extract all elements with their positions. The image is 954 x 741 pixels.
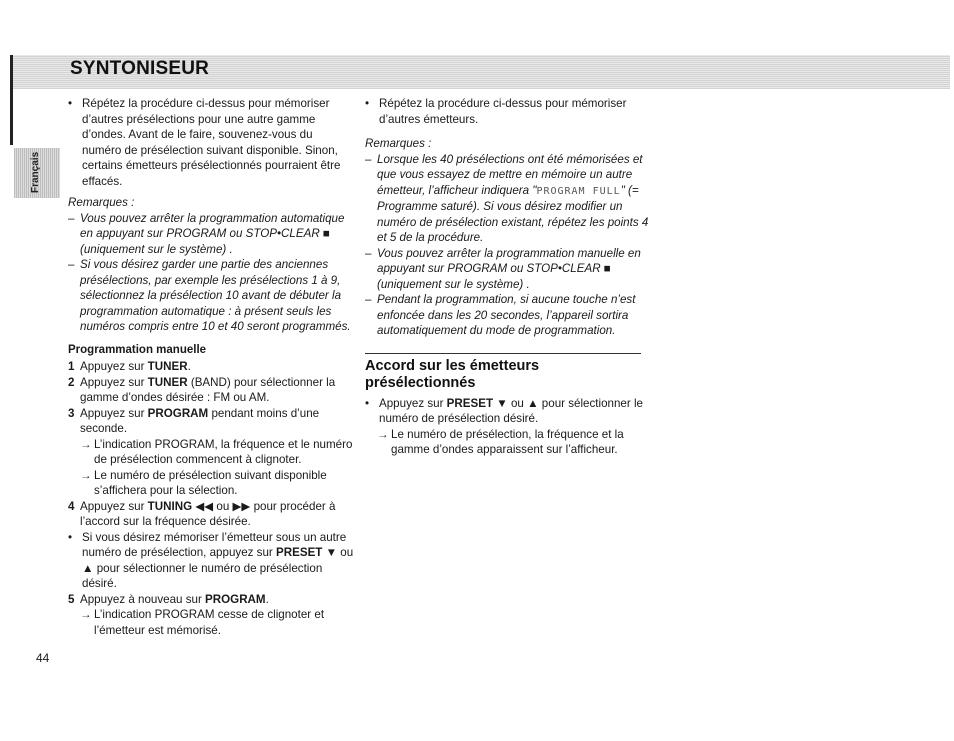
remark-text: " (= Programme saturé). Si vous désirez modifier un numéro de présélection existant, répétez les points 4 et 5 de la procédure. xyxy=(377,183,649,244)
bullet-text: Si vous désirez mémoriser l’émetteur sous un autre numéro de présélection, appuyez sur xyxy=(82,530,347,559)
left-remark-2: – Si vous désirez garder une partie des anciennes présélections, par exemple les présélections 1 à 9, sélectionnez la présélection 10 avant de débuter la programmation automatique : à présent seuls les numéros compris entre 10 et 40 seront programmés. xyxy=(68,257,354,335)
right-remark-1 xyxy=(365,152,650,246)
step-text: . xyxy=(265,592,269,606)
step-number: 1 xyxy=(68,360,75,373)
manual-programming-heading: Programmation manuelle xyxy=(68,343,207,356)
step-3-result-1 xyxy=(68,437,354,468)
arrow-icon: → xyxy=(80,608,92,621)
key-name: TUNER xyxy=(147,375,188,389)
step-3 xyxy=(68,406,354,437)
right-remark-3: – Pendant la programmation, si aucune touche n’est enfoncée dans les 20 secondes, l’appareil sortira automatiquement du mode de programmation. xyxy=(365,292,650,339)
header-rule xyxy=(10,55,13,145)
step-number: 5 xyxy=(68,592,75,606)
left-column xyxy=(68,96,354,638)
page-number: 44 xyxy=(36,651,50,665)
bullet-text: ▼ ou ▲ pour sélectionner le numéro de présélection désiré. xyxy=(82,546,354,590)
step-2 xyxy=(68,375,354,406)
right-remarks-heading: Remarques : xyxy=(365,137,432,150)
step-text: Appuyez sur xyxy=(80,406,148,420)
right-intro-bullet: • Répétez la procédure ci-dessus pour mémoriser d’autres émetteurs. xyxy=(365,96,650,127)
left-intro-bullet: • Répétez la procédure ci-dessus pour mémoriser d’autres présélections pour une autre gamme d’ondes. Avant de le faire, souvenez-vous du numéro de présélection suivant disponible. Sinon, certains émetteurs présélectionnés pourraient être effacés. xyxy=(68,96,354,189)
step-5-result xyxy=(68,607,354,638)
key-name: TUNER xyxy=(147,360,188,373)
preset-bullet xyxy=(365,396,650,427)
step-text: (BAND) pour sélectionner la gamme d’ondes désirée : FM ou AM. xyxy=(80,375,336,404)
right-remark-2: – Vous pouvez arrêter la programmation manuelle en appuyant sur PROGRAM ou STOP•CLEAR ■ (uniquement sur le système) . xyxy=(365,246,650,293)
step-3-result-2 xyxy=(68,468,354,499)
arrow-icon: → xyxy=(80,437,92,451)
step-4-preset-bullet xyxy=(68,530,354,592)
step-text: Appuyez sur xyxy=(80,375,148,389)
result-text: L’indication PROGRAM cesse de clignoter et l’émetteur est mémorisé. xyxy=(94,608,325,637)
step-text: ◀◀ ou ▶▶ pour procéder à l’accord sur la fréquence désirée. xyxy=(80,499,336,528)
result-text: Le numéro de présélection suivant disponible s’affichera pour la sélection. xyxy=(94,468,327,497)
key-name: TUNING xyxy=(147,499,193,513)
step-text: Appuyez à nouveau sur xyxy=(80,592,206,606)
key-name: PROGRAM xyxy=(147,406,209,420)
preset-result xyxy=(365,427,650,458)
key-name: PRESET xyxy=(276,546,323,559)
step-text: Appuyez sur xyxy=(80,360,148,373)
left-remark-1: – Vous pouvez arrêter la programmation automatique en appuyant sur PROGRAM ou STOP•CLEAR ■ (uniquement sur le système) . xyxy=(68,211,354,258)
arrow-icon: → xyxy=(80,468,92,482)
step-5 xyxy=(68,592,354,608)
step-number: 4 xyxy=(68,499,75,513)
left-remarks-heading: Remarques : xyxy=(68,196,135,209)
step-number: 2 xyxy=(68,375,75,389)
step-number: 3 xyxy=(68,406,75,420)
key-name: PRESET xyxy=(446,396,494,410)
result-text: L’indication PROGRAM, la fréquence et le numéro de présélection commencent à clignoter. xyxy=(94,437,353,466)
section-title: Accord sur les émetteurs présélectionnés xyxy=(365,357,540,391)
bullet-text: Appuyez sur xyxy=(379,396,447,410)
step-text: Appuyez sur xyxy=(80,499,148,513)
remark-text: Lorsque les 40 présélections ont été mémorisées et que vous essayez de mettre en mémoire un autre émetteur, l’afficheur indiquera " xyxy=(377,152,643,197)
language-tab-label: Français xyxy=(30,151,41,193)
key-name: PROGRAM xyxy=(205,592,266,606)
bullet-text: ▼ ou ▲ pour sélectionner le numéro de présélection désiré. xyxy=(379,396,643,425)
lcd-display-text: PROGRAM FULL xyxy=(536,185,621,197)
step-text: pendant moins d’une seconde. xyxy=(80,406,320,435)
step-1 xyxy=(68,359,354,375)
arrow-icon: → xyxy=(377,427,389,441)
result-text: Le numéro de présélection, la fréquence et la gamme d’ondes apparaissent sur l’afficheur. xyxy=(391,427,624,456)
section-divider xyxy=(365,353,641,354)
page-title: SYNTONISEUR xyxy=(70,58,210,79)
step-4 xyxy=(68,499,354,530)
right-column xyxy=(365,96,650,458)
step-text: . xyxy=(187,360,191,373)
